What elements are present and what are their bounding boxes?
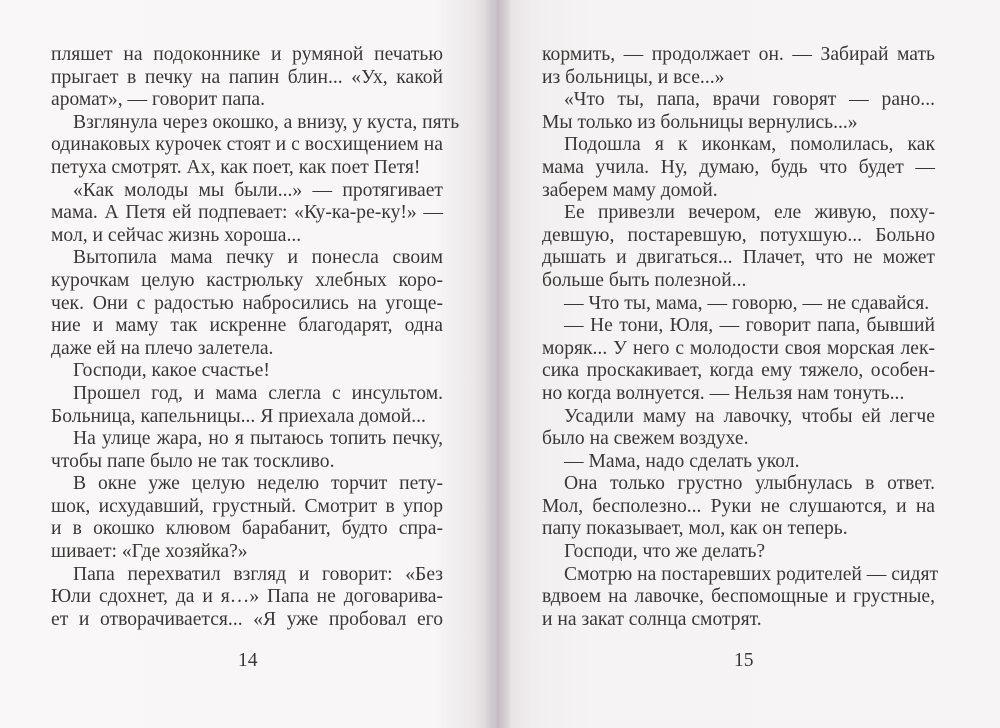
text-line: Ее привезли вечером, еле живую, поху-	[564, 202, 935, 224]
text-line: моряк... У него с молодости своя морская лек-	[542, 337, 935, 359]
text-line: Прошел год, и мама слегла с инсультом.	[73, 382, 443, 404]
text-line: Смотрю на постаревших родителей — сидят	[564, 563, 939, 585]
text-line: шивает: «Где хозяйка?»	[51, 541, 248, 563]
text-line: но когда волнуется. — Нельзя нам тонуть...	[542, 382, 905, 404]
text-line: «Как молоды мы были...» — протягивает	[73, 179, 443, 201]
text-line: Мол, бесполезно... Руки не слушаются, и на	[542, 495, 935, 517]
text-line: кормить, — продолжает он. — Забирай мать	[542, 44, 935, 65]
text-line: мама. А Петя ей подпевает: «Ку-ка-ре-ку!» —	[51, 202, 443, 224]
text-line: — Не тони, Юля, — говорит папа, бывший	[564, 315, 935, 337]
text-line: В окне уже целую неделю торчит пету-	[73, 473, 443, 495]
text-line: петуха смотрят. Ах, как поет, как поет Петя!	[51, 156, 421, 178]
text-line: Усадили маму на лавочку, чтобы ей легче	[564, 405, 935, 427]
text-line: аромат», — говорит папа.	[51, 89, 266, 111]
text-line: — Что ты, мама, — говорю, — не сдавайся.	[564, 292, 930, 314]
text-line: Юли сдохнет, да и я…» Папа не договарива-	[51, 586, 443, 608]
text-line: Подошла я к иконкам, помолилась, как	[564, 134, 935, 156]
text-line: Мы только из больницы вернулись...»	[542, 111, 858, 133]
text-line: сика проскакивает, когда ему тяжело, особен-	[542, 360, 935, 382]
text-line: и в окошко клювом барабанит, будто спра-	[51, 518, 443, 540]
text-line: шок, исхудавший, грустный. Смотрит в упор	[51, 495, 443, 517]
text-line: девшую, постаревшую, потухшую... Больно	[542, 224, 935, 246]
text-line: Господи, что же делать?	[564, 541, 766, 563]
text-line: было на свежем воздухе.	[542, 428, 749, 450]
left-page	[0, 0, 492, 728]
text-line: мол, и сейчас жизнь хороша...	[51, 224, 302, 246]
text-line: курочкам целую кастрюльку хлебных коро-	[51, 269, 443, 291]
text-line: «Что ты, папа, врачи говорят — рано...	[564, 89, 935, 111]
text-line: Она только грустно улыбнулась в ответ.	[564, 473, 935, 495]
text-line: прыгает в печку на папин блин... «Ух, какой	[51, 66, 443, 88]
text-line: ет и отворачивается... «Я уже пробовал его	[51, 608, 443, 630]
text-line: чтобы папе было не так тоскливо.	[51, 450, 335, 472]
text-line: и на закат солнца смотрят.	[542, 608, 762, 630]
text-line: Папа перехватил взгляд и говорит: «Без	[73, 563, 443, 585]
text-line: заберем маму домой.	[542, 179, 718, 201]
text-line: одинаковых курочек стоят и с восхищением на	[51, 134, 443, 156]
right-page-number: 15	[734, 650, 754, 671]
left-page-number: 14	[238, 650, 258, 671]
text-line: — Мама, надо сделать укол.	[564, 450, 800, 472]
text-line: папу показывает, мол, как он теперь.	[542, 518, 848, 540]
left-page-text	[51, 44, 460, 631]
right-page-text	[542, 44, 939, 631]
text-line: чек. Они с радостью набросились на угоще-	[51, 292, 443, 314]
text-line: Больница, капельницы... Я приехала домой...	[51, 405, 426, 427]
text-line: Вытопила мама печку и понесла своим	[73, 247, 443, 269]
text-line: дышать и двигаться... Плачет, что не может	[542, 247, 935, 269]
text-line: ние и маму так искренне благодарят, одна	[51, 315, 443, 337]
book-gutter	[484, 0, 510, 728]
text-line: мама учила. Ну, думаю, будь что будет —	[542, 156, 935, 178]
text-line: вдвоем на лавочке, беспомощные и грустные,	[542, 586, 935, 608]
right-page	[492, 0, 1000, 728]
text-line: из больницы, и все...»	[542, 66, 725, 88]
text-line: пляшет на подоконнике и румяной печатью	[51, 44, 443, 65]
text-line: Взглянула через окошко, а внизу, у куста, пять	[73, 111, 460, 133]
text-line: На улице жара, но я пытаюсь топить печку,	[73, 428, 443, 450]
text-line: даже ей на плечо залетела.	[51, 337, 274, 359]
text-line: больше быть полезной...	[542, 269, 747, 291]
text-line: Господи, какое счастье!	[73, 360, 270, 382]
